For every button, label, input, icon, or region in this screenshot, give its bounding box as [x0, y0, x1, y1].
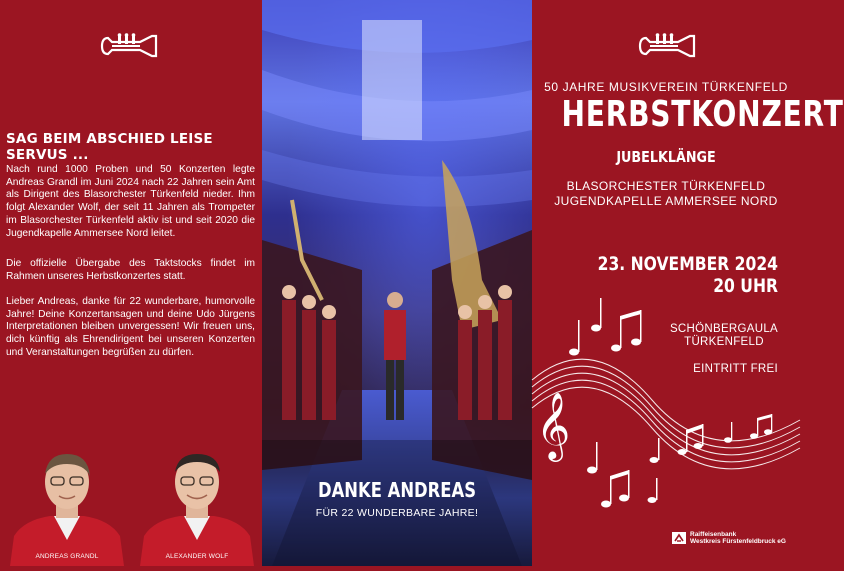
portrait-name: ANDREAS GRANDL: [35, 553, 99, 560]
farewell-paragraph-1: Nach rund 1000 Proben und 50 Konzerten legte Andreas Grandl im Juni 2024 nach 22 Jahren sein Amt als Dirigent des Blasorchester Türkenfeld nieder. Ihm folgt Alexander Wolf, der seit 11 Jahren als Trompeter im Blasorchester Türkenfeld aktiv ist und seit 2020 die Jugendkapelle Ammersee Nord leitet.: [6, 164, 255, 239]
orchestra-name: BLASORCHESTER TÜRKENFELD: [566, 179, 766, 193]
venue-line: TÜRKENFELD: [684, 336, 764, 348]
farewell-heading: SAG BEIM ABSCHIED LEISE SERVUS ...: [6, 131, 213, 163]
sponsor-line: Raiffeisenbank: [690, 531, 737, 538]
sponsor-text: [690, 531, 786, 545]
middle-panel: [262, 0, 532, 566]
orchestra-name: JUGENDKAPELLE AMMERSEE NORD: [554, 194, 778, 208]
concert-date: 23. NOVEMBER 2024: [597, 253, 778, 275]
sponsor: [672, 531, 786, 545]
thanks-title: DANKE ANDREAS: [317, 478, 477, 502]
person-photo: [134, 444, 260, 566]
person-photo: [4, 444, 130, 566]
farewell-paragraph-3: Lieber Andreas, danke für 22 wunderbare, humorvolle Jahre! Deine Konzertansagen und deine Udo Jürgens Interpretationen bleiben unvergessen! Wir freuen uns, dich künftig als Ehrendirigent bei unseren Konzerten und Veranstaltungen begrüßen zu dürfen.: [6, 296, 255, 358]
svg-text:𝄞: 𝄞: [536, 391, 571, 459]
entry-note: EINTRITT FREI: [693, 363, 778, 375]
portrait-alexander-wolf: [134, 444, 260, 566]
left-panel: [0, 0, 262, 566]
right-panel: [532, 0, 844, 566]
concert-tagline: JUBELKLÄNGE: [616, 148, 716, 166]
concert-time: 20 UHR: [713, 275, 778, 297]
raiffeisen-logo-icon: [672, 532, 686, 544]
venue-line: SCHÖNBERGAULA: [669, 323, 778, 335]
orchestra-list: [532, 179, 800, 209]
trumpet-logo-icon: [100, 32, 158, 60]
portrait-name: ALEXANDER WOLF: [165, 553, 229, 560]
thanks-subtitle: FÜR 22 WUNDERBARE JAHRE!: [315, 507, 479, 519]
anniversary-subtitle: 50 JAHRE MUSIKVEREIN TÜRKENFELD: [544, 80, 788, 94]
trumpet-logo-icon: [638, 32, 696, 60]
portrait-andreas-grandl: [4, 444, 130, 566]
venue: [670, 323, 778, 349]
concert-title: HERBSTKONZERT: [561, 94, 844, 135]
farewell-paragraph-2: Die offizielle Übergabe des Taktstocks findet im Rahmen unseres Herbstkonzertes statt.: [6, 258, 255, 282]
sponsor-line: Westkreis Fürstenfeldbruck eG: [690, 538, 786, 545]
